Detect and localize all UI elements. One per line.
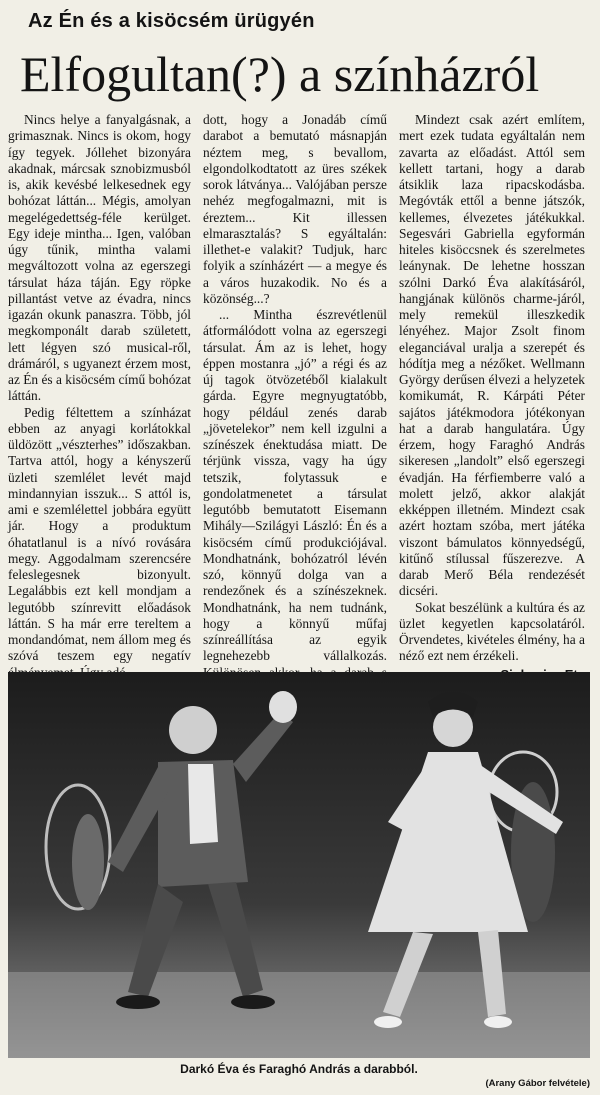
paragraph: Sokat beszélünk a kultúra és az üzlet kegyetlen kapcsolatáról. Örvendetes, kivételes élmény, ha a néző ezt nem érzékeli. [399,599,585,664]
stage-photo-illustration [8,672,590,1058]
article-column-2 [203,112,387,713]
stage-photo [8,672,590,1058]
paragraph: dott, hogy a Jonadáb című darabot a bemutató másnapján néztem meg, s bevallom, elgondolkodtatott az üres székek sorok látványa... Valójában persze nehéz megfogalmazni, mit is éreztem... Kit illessen elmarasztalás? S egyáltalán: illethet-e valakit? Tudjuk, harc folyik a színházért — a megye és a város huzakodik. No és a közönség...? [203,112,387,306]
photo-credit: (Arany Gábor felvétele) [485,1078,590,1089]
article-kicker: Az Én és a kisöcsém ürügyén [28,10,315,32]
photo-caption: Darkó Éva és Faraghó András a darabból. [180,1062,418,1076]
article-column-3 [399,112,585,683]
paragraph: Nincs helye a fanyalgásnak, a grimasznak. Nincs is okom, hogy így tegyek. Jóllehet bizonyára akadnak, márcsak sznobizmusból is, akik kevésbé lelkesednek egy bohózat láttán... Mégis, amolyan megelégedettség-féle kerülget. Egy ideje mintha... Igen, valóban úgy tűnik, mintha valami megváltozott volna az egerszegi társulat háza táján. Egy röpke pillantást vetve az évadra, nincs igazán okunk panaszra. Több, jól megkomponált darab született, lett légyen szó musical-ről, drámáról, s ugyanezt érzem most, az Én és a kisöcsém című bohózat láttán. [8,112,191,404]
paragraph: Pedig féltettem a színházat ebben az anyagi korlátokkal üldözött „vészterhes” időszakban. Tartva attól, hogy a kényszerű üzleti szemlélet levét majd mindannyian isszuk... S attól is, ami e szemlélettel jobbára együtt jár. Hogy a produktum óhatatlanul is a nívó rovására megy. Aggodalmam szerencsére feleslegesnek bizonyult. Legalábbis ezt kell mondjam a legutóbb színrevitt előadások láttán. S ha már erre tereltem a mondandómat, nem állom meg és szóvá teszem egy negatív [8,404,191,664]
article-headline: Elfogultan(?) a színházról [20,46,540,102]
article-column-1 [8,112,191,681]
paragraph: ... Mintha észrevétlenül átformálódott volna az egerszegi társulat. Ám az is lehet, hogy éppen mostanra „jó” a régi és az új tagok ötvözetéből kialakult gárda. Egyre megnyugtatóbb, hogy például zenés darab „jövetelekor” nem kell izgulni a színészek énektudása miatt. De térjünk vissza, vagy ha úgy tetszik, folytassuk e gondolatmenetet a társulat legutóbb bemutatott Eisemann Mihály—Szilágyi László: Én és a kisöcsém című produkciójával. Mondhatnánk, bohózatról lévén szó, könnyű dolga van a rendezőnek és a színészeknek. Mondhatnánk, ha nem tudnánk, hogy a könnyű műfaj színreállítása az egyik legnehezebb vállalkozás. [203,307,387,664]
paragraph: Mindezt csak azért említem, mert ezek tudata egyáltalán nem zavarta az előadást. Attól sem kellett tartani, hogy a darab átsiklik laza ripacskodásba. Megóvták ettől a benne játszók, kellemes, élvezetes játékukkal. Segesvári Gabriella egyformán hiteles kisöccsnek és szerelmetes leánynak. De lehetne hosszan szólni Darkó Éva alakításáról, hangjának különös charme-járól, mely remekül illeszkedik lényéhez. Major Zsolt finom eleganciával uralja a szerepét és hódítja meg a nézőket. Wellmann György derűsen élvezi a helyzetek komikumát, R. Kárpáti Péter sajátos játékmodora jótékonyan hat a darab hangulatára. Úgy érzem, hogy Faraghó András sikeresen „landolt” első egerszegi évadján. Ha férfiemberre való a molett jelző, akkor alakját ekképpen illetném. Mindezt csak azért hoztam szóba, mert játéka viszont bámulatos könnyedségű, kitűnő stílussal fűszerezve. A darab Merő Béla rendezését dicséri. [399,112,585,599]
